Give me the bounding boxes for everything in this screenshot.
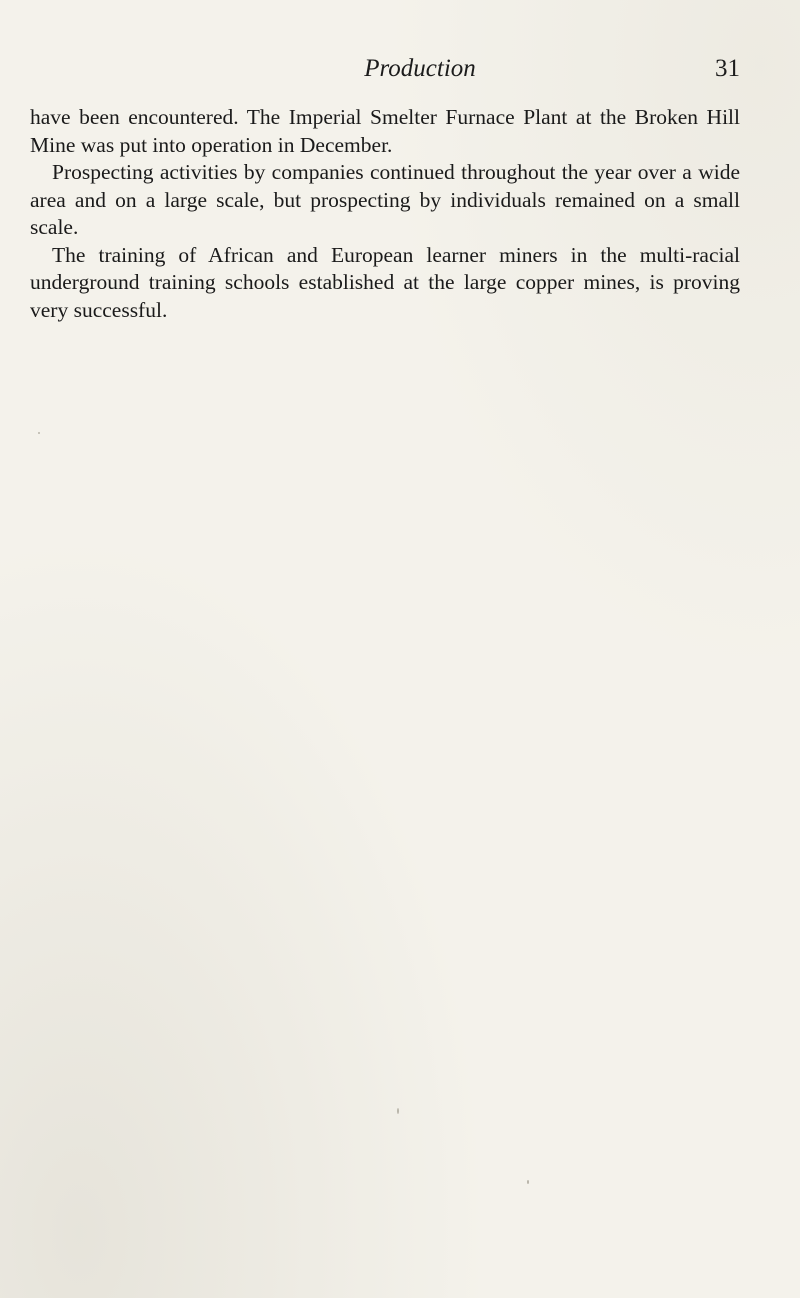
paragraph-continued: have been encountered. The Imperial Smelter Furnace Plant at the Broken Hill Mine was put into operation in December. (30, 105, 740, 157)
body-text (30, 104, 740, 324)
paper-speck (527, 1180, 529, 1184)
paragraph-prospecting: Prospecting activities by companies continued throughout the year over a wide area and on a large scale, but prospecting by individuals remained on a small scale. (30, 160, 740, 239)
paragraph-training: The training of African and European learner miners in the multi-racial underground training schools established at the large copper mines, is proving very successful. (30, 242, 740, 322)
paper-speck (397, 1108, 399, 1114)
running-head-title: Production (364, 55, 476, 82)
paper-speck (38, 432, 40, 434)
page-number: 31 (715, 55, 740, 82)
running-head (100, 52, 740, 86)
